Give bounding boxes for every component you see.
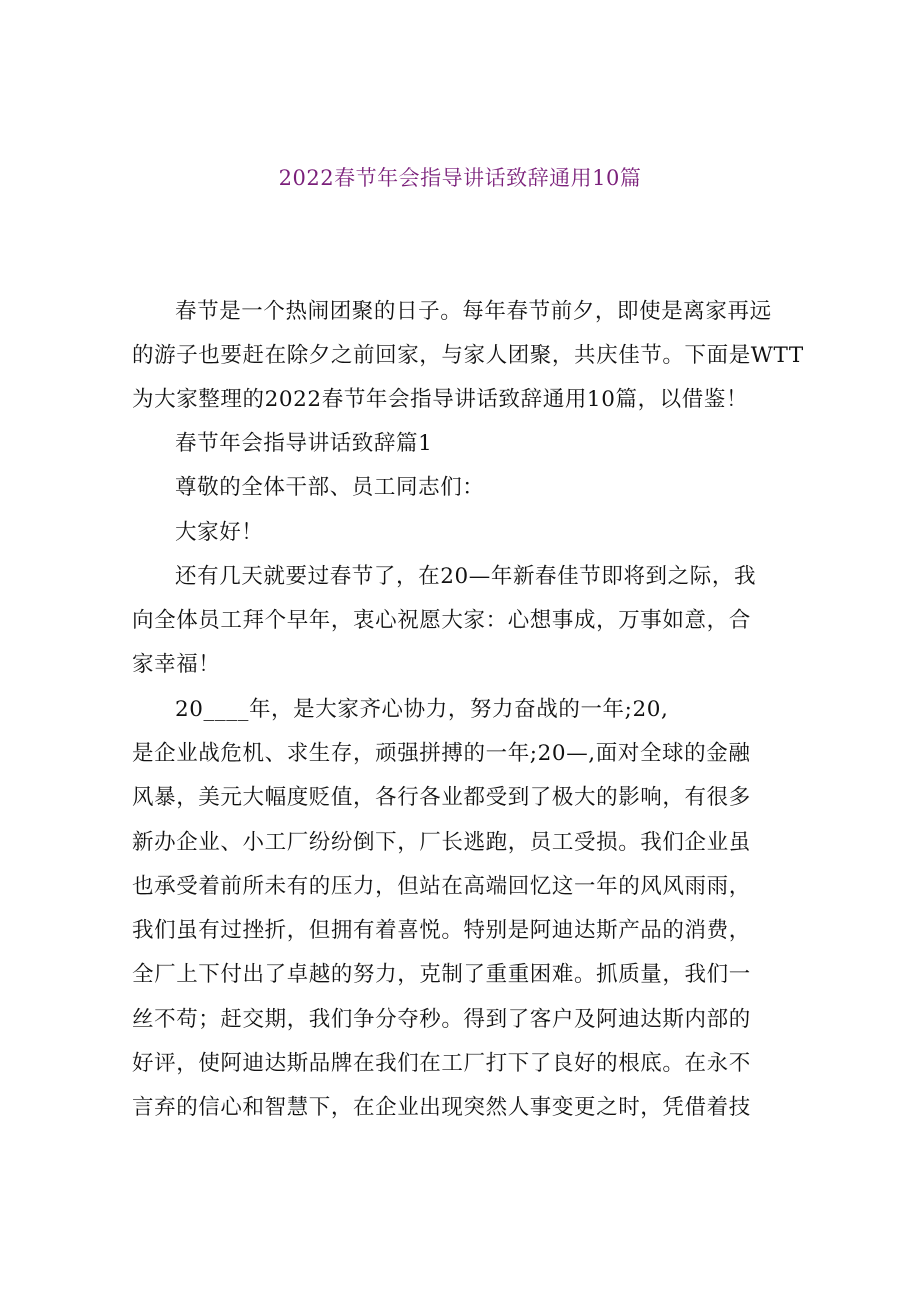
paragraph-line: 的游子也要赶在除夕之前回家，与家人团聚，共庆佳节。下面是WTT (132, 343, 804, 368)
paragraph-line: 我们虽有过挫折，但拥有着喜悦。特别是阿迪达斯产品的消费， (132, 918, 751, 943)
paragraph-line: 丝不苟；赶交期，我们争分夺秒。得到了客户及阿迪达斯内部的 (132, 1007, 751, 1032)
paragraph-line: 风暴，美元大幅度贬值，各行各业都受到了极大的影响，有很多 (132, 785, 751, 810)
paragraph-line: 春节是一个热闹团聚的日子。每年春节前夕，即使是离家再远 (175, 299, 772, 324)
greeting: 大家好！ (175, 520, 264, 545)
document-title: 2022春节年会指导讲话致辞通用10篇 (278, 166, 642, 190)
paragraph-line: 是企业战危机、求生存，顽强拼搏的一年;20—,面对全球的金融 (132, 741, 751, 766)
paragraph-line: 家幸福！ (132, 652, 221, 677)
salutation: 尊敬的全体干部、员工同志们： (175, 475, 485, 500)
section-heading: 春节年会指导讲话致辞篇1 (175, 431, 433, 456)
paragraph-line: 言弃的信心和智慧下，在企业出现突然人事变更之时，凭借着技 (132, 1095, 751, 1120)
paragraph-line: 也承受着前所未有的压力，但站在高端回忆这一年的风风雨雨， (132, 874, 751, 899)
paragraph-line: 全厂上下付出了卓越的努力，克制了重重困难。抓质量，我们一 (132, 962, 751, 987)
paragraph-line: 新办企业、小工厂纷纷倒下，厂长逃跑，员工受损。我们企业虽 (132, 830, 751, 855)
paragraph-line: 向全体员工拜个早年，衷心祝愿大家：心想事成，万事如意，合 (132, 608, 751, 633)
paragraph-line: 20____年，是大家齐心协力，努力奋战的一年;20, (175, 697, 669, 722)
paragraph-line: 还有几天就要过春节了，在20—年新春佳节即将到之际，我 (175, 564, 757, 589)
paragraph-line: 为大家整理的2022春节年会指导讲话致辞通用10篇，以借鉴！ (132, 387, 749, 412)
paragraph-line: 好评，使阿迪达斯品牌在我们在工厂打下了良好的根底。在永不 (132, 1051, 751, 1076)
